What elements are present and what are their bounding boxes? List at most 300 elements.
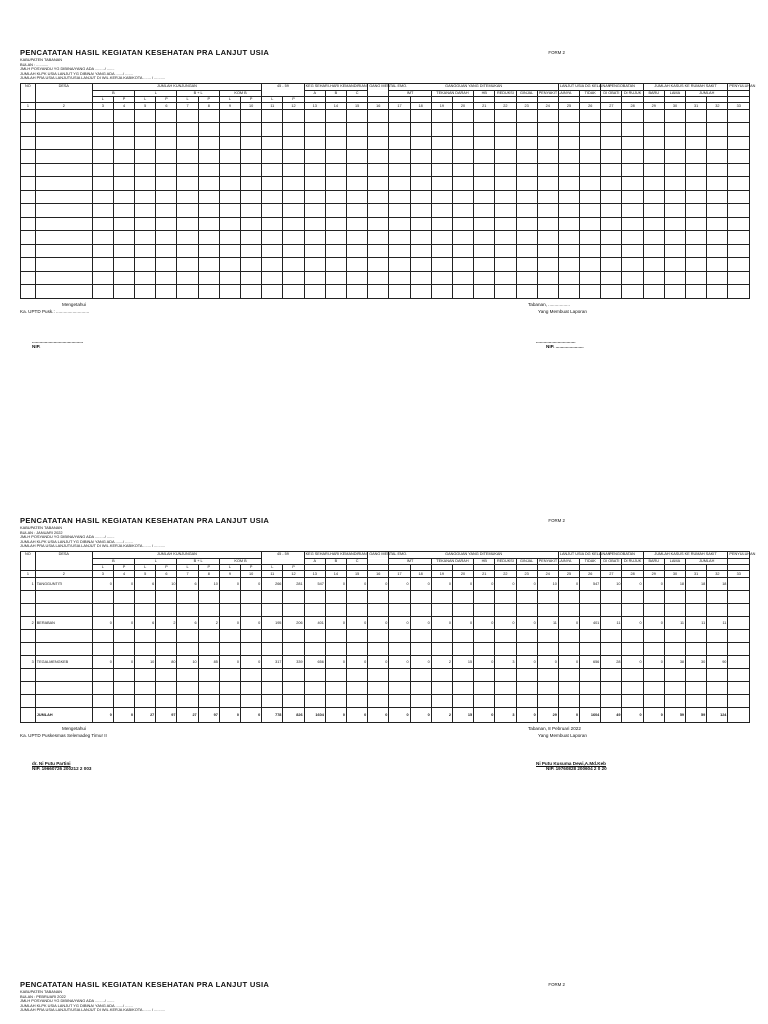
table-cell (135, 244, 156, 258)
table-cell (21, 258, 36, 272)
table-cell (177, 204, 198, 218)
row-value: 0 (622, 707, 643, 722)
column-number: 13 (304, 570, 325, 577)
table-cell (474, 163, 495, 177)
table-cell (516, 190, 537, 204)
table-cell (21, 109, 36, 123)
header-pengobatan: PENGOBATAN (601, 551, 643, 558)
table-cell (643, 177, 664, 191)
table-cell (431, 204, 452, 218)
table-cell (113, 109, 134, 123)
table-cell (474, 694, 495, 707)
table-cell (452, 590, 473, 603)
table-cell (262, 177, 283, 191)
table-cell (431, 629, 452, 642)
table-cell (728, 244, 750, 258)
row-value: 0 (474, 707, 495, 722)
table-cell (347, 136, 368, 150)
table-cell (21, 123, 36, 137)
table-cell (113, 123, 134, 137)
table-cell (474, 258, 495, 272)
table-cell (495, 285, 516, 299)
row-value: 0 (474, 616, 495, 629)
table-cell (664, 681, 685, 694)
table-cell (707, 109, 728, 123)
table-cell (664, 642, 685, 655)
table-row (21, 271, 750, 285)
table-cell (35, 590, 92, 603)
table-cell (431, 150, 452, 164)
column-number: 29 (643, 570, 664, 577)
table-cell (219, 590, 240, 603)
table-cell (113, 590, 134, 603)
table-cell (368, 603, 389, 616)
table-cell (368, 190, 389, 204)
row-value: 10 (537, 577, 558, 590)
table-cell (304, 271, 325, 285)
row-value: 85 (198, 655, 219, 668)
column-number: 11 (262, 570, 283, 577)
header-jumlah-kunjungan: JUMLAH KUNJUNGAN (92, 83, 262, 90)
header-p: P (283, 96, 304, 102)
header-desa: DESA (35, 83, 92, 102)
table-row (21, 163, 750, 177)
table-cell (728, 177, 750, 191)
table-cell (156, 136, 177, 150)
table-cell (558, 258, 579, 272)
row-value (728, 616, 750, 629)
table-cell (707, 258, 728, 272)
header-p: P (198, 564, 219, 570)
table-cell (516, 694, 537, 707)
table-cell (664, 123, 685, 137)
table-cell (622, 681, 643, 694)
header-reduksi: REDUKSI (495, 90, 516, 96)
meta-line: JMLH POSYANDU YG DIBINA/YANG ADA ........./ ....... (20, 534, 115, 540)
table-cell (156, 177, 177, 191)
table-cell (474, 271, 495, 285)
table-cell (643, 244, 664, 258)
table-cell (686, 177, 707, 191)
table-cell (283, 217, 304, 231)
table-cell (686, 629, 707, 642)
table-cell (325, 190, 346, 204)
table-cell (21, 177, 36, 191)
column-number: 16 (368, 570, 389, 577)
table-cell (156, 285, 177, 299)
table-row (21, 204, 750, 218)
table-cell (537, 231, 558, 245)
table-cell (198, 231, 219, 245)
table-cell (177, 217, 198, 231)
row-value: 2 (198, 616, 219, 629)
table-cell (113, 668, 134, 681)
table-cell (643, 694, 664, 707)
row-value: 1604 (304, 707, 325, 722)
table-cell (368, 244, 389, 258)
table-cell (35, 204, 92, 218)
table-cell (410, 136, 431, 150)
table-cell (177, 603, 198, 616)
column-number: 28 (622, 570, 643, 577)
table-cell (21, 163, 36, 177)
row-value: 0 (347, 616, 368, 629)
table-cell (389, 642, 410, 655)
table-cell (389, 590, 410, 603)
header-a: A (304, 90, 325, 96)
table-cell (21, 150, 36, 164)
table-cell (537, 285, 558, 299)
table-cell (156, 642, 177, 655)
table-cell (135, 231, 156, 245)
table-cell (156, 231, 177, 245)
table-cell (558, 217, 579, 231)
table-cell (580, 629, 601, 642)
table-cell (262, 681, 283, 694)
table-cell (410, 177, 431, 191)
table-cell (707, 217, 728, 231)
table-cell (410, 190, 431, 204)
table-cell (601, 258, 622, 272)
form-code: FORM 2 (548, 982, 565, 987)
table-cell (686, 163, 707, 177)
table-cell (452, 244, 473, 258)
row-value: 59 (686, 707, 707, 722)
table-cell (728, 217, 750, 231)
table-cell (410, 603, 431, 616)
table-cell (113, 258, 134, 272)
table-cell (219, 231, 240, 245)
header-l: L (262, 564, 283, 570)
column-number: 12 (283, 570, 304, 577)
table-cell (177, 109, 198, 123)
table-cell (304, 285, 325, 299)
table-cell (198, 204, 219, 218)
table-cell (262, 217, 283, 231)
table-cell (135, 109, 156, 123)
header-b-l: B + L (177, 90, 219, 96)
table-cell (368, 681, 389, 694)
table-cell (21, 629, 36, 642)
header-imt: IMT (389, 558, 431, 564)
row-value: 10 (156, 577, 177, 590)
column-number: 28 (622, 102, 643, 109)
table-row (21, 258, 750, 272)
row-value: 6 (177, 616, 198, 629)
table-cell (410, 694, 431, 707)
row-desa: TEGALMENGKEB (35, 655, 92, 668)
table-cell (304, 109, 325, 123)
table-cell (516, 668, 537, 681)
name-right: Ni Putu Kusuma Dewi,A.Md.Keb (536, 760, 606, 766)
row-value: 0 (389, 577, 410, 590)
column-number: 14 (325, 570, 346, 577)
table-cell (664, 629, 685, 642)
table-cell (113, 177, 134, 191)
table-cell (686, 136, 707, 150)
table-cell (21, 285, 36, 299)
table-cell (135, 123, 156, 137)
table-cell (558, 642, 579, 655)
table-cell (495, 271, 516, 285)
signature-block (20, 723, 750, 803)
table-cell (537, 271, 558, 285)
table-cell (664, 150, 685, 164)
table-cell (580, 681, 601, 694)
table-cell (728, 603, 750, 616)
table-cell (431, 285, 452, 299)
table-cell (113, 603, 134, 616)
table-row (21, 655, 750, 668)
table-cell (452, 217, 473, 231)
table-cell (347, 109, 368, 123)
header-obat: DI OBATI (601, 90, 622, 96)
table-cell (537, 163, 558, 177)
row-value: 38 (664, 655, 685, 668)
table-cell (35, 150, 92, 164)
row-value: 6 (135, 616, 156, 629)
table-cell (537, 217, 558, 231)
header-jml: JUMLAH (686, 558, 728, 564)
row-value: 29 (537, 707, 558, 722)
table-cell (410, 285, 431, 299)
table-cell (156, 123, 177, 137)
header-kom-b: KOM B (219, 90, 261, 96)
column-number: 1 (21, 102, 36, 109)
table-cell (198, 642, 219, 655)
table-cell (241, 217, 262, 231)
header-gangguan: GANGGUAN YANG DITEMUKAN (389, 83, 559, 90)
table-cell (728, 285, 750, 299)
table-cell (219, 190, 240, 204)
table-cell (601, 150, 622, 164)
table-cell (664, 217, 685, 231)
table-cell (558, 177, 579, 191)
row-value: 11 (686, 616, 707, 629)
row-value: 0 (558, 616, 579, 629)
table-cell (728, 204, 750, 218)
table-cell (431, 271, 452, 285)
table-row (21, 577, 750, 590)
row-value: 0 (474, 655, 495, 668)
header-kasus: JUMLAH KASUS KE RUMAH SAKIT (643, 551, 728, 558)
table-cell (664, 244, 685, 258)
table-cell (241, 190, 262, 204)
table-cell (622, 217, 643, 231)
row-value: 0 (92, 655, 113, 668)
row-value: 11 (664, 616, 685, 629)
table-cell (622, 163, 643, 177)
column-number: 18 (410, 102, 431, 109)
table-cell (219, 668, 240, 681)
table-cell (283, 258, 304, 272)
header-p: P (241, 564, 262, 570)
row-value: 0 (325, 655, 346, 668)
table-cell (707, 603, 728, 616)
row-value: 0 (558, 577, 579, 590)
form-february (20, 980, 750, 1013)
column-number: 31 (686, 102, 707, 109)
table-cell (580, 109, 601, 123)
table-cell (474, 590, 495, 603)
row-value: 0 (643, 707, 664, 722)
table-cell (325, 668, 346, 681)
table-cell (219, 163, 240, 177)
table-cell (368, 150, 389, 164)
table-cell (707, 271, 728, 285)
table-cell (728, 231, 750, 245)
table-cell (622, 109, 643, 123)
row-value: 656 (580, 655, 601, 668)
table-cell (35, 109, 92, 123)
row-value: 547 (580, 577, 601, 590)
table-cell (410, 217, 431, 231)
column-number: 26 (580, 570, 601, 577)
table-cell (325, 109, 346, 123)
table-cell (283, 681, 304, 694)
table-cell (347, 694, 368, 707)
nip-left: NIP. 19660726 200212 2 003 (32, 765, 92, 771)
table-cell (728, 150, 750, 164)
table-cell (537, 668, 558, 681)
table-cell (35, 163, 92, 177)
table-cell (347, 668, 368, 681)
table-cell (325, 603, 346, 616)
table-cell (283, 271, 304, 285)
table-cell (643, 271, 664, 285)
row-value: 0 (368, 577, 389, 590)
table-cell (368, 629, 389, 642)
row-value: 0 (410, 577, 431, 590)
table-cell (325, 590, 346, 603)
table-cell (495, 217, 516, 231)
table-cell (686, 150, 707, 164)
header-hb: HB (474, 90, 495, 96)
table-cell (686, 231, 707, 245)
table-cell (495, 642, 516, 655)
column-number: 22 (495, 570, 516, 577)
table-cell (35, 681, 92, 694)
maker-label: Yang Membuat Laporan (538, 732, 587, 738)
table-cell (495, 177, 516, 191)
table-cell (601, 123, 622, 137)
column-number: 3 (92, 102, 113, 109)
table-cell (686, 603, 707, 616)
table-cell (558, 271, 579, 285)
column-number: 13 (304, 102, 325, 109)
form-code: FORM 2 (548, 518, 565, 523)
row-value: 2 (156, 616, 177, 629)
table-cell (431, 217, 452, 231)
form-title: PENCATATAN HASIL KEGIATAN KESEHATAN PRA LANJUT USIA (20, 48, 270, 57)
column-number: 10 (241, 570, 262, 577)
table-cell (198, 150, 219, 164)
table-cell (643, 629, 664, 642)
header-penyuluhan: PENYULUHAN (728, 83, 750, 90)
header-l: L (135, 96, 156, 102)
table-cell (622, 271, 643, 285)
table-cell (537, 150, 558, 164)
table-cell (21, 136, 36, 150)
table-cell (113, 136, 134, 150)
header-kesehatan: KEG SEHARI-HARI KEMANDIRIAN (304, 83, 368, 90)
table-cell (21, 204, 36, 218)
table-cell (516, 204, 537, 218)
table-cell (686, 590, 707, 603)
table-cell (474, 603, 495, 616)
table-cell (156, 258, 177, 272)
table-cell (580, 244, 601, 258)
table-cell (474, 285, 495, 299)
header-jml: JUMLAH (686, 90, 728, 96)
table-cell (474, 190, 495, 204)
table-cell (113, 285, 134, 299)
table-cell (410, 163, 431, 177)
table-cell (516, 123, 537, 137)
form-meta (20, 526, 750, 549)
header-p: P (283, 564, 304, 570)
table-cell (219, 681, 240, 694)
table-cell (347, 258, 368, 272)
table-cell (431, 244, 452, 258)
table-cell (283, 204, 304, 218)
table-cell (262, 694, 283, 707)
table-cell (495, 681, 516, 694)
table-cell (707, 123, 728, 137)
table-cell (580, 603, 601, 616)
place-date: Tabanan, ................. (528, 301, 570, 307)
table-cell (304, 603, 325, 616)
row-value: 0 (410, 707, 431, 722)
table-cell (304, 258, 325, 272)
header-baru: BARU (643, 558, 664, 564)
table-cell (135, 217, 156, 231)
column-number: 6 (156, 102, 177, 109)
table-cell (580, 217, 601, 231)
table-cell (304, 190, 325, 204)
table-cell (135, 136, 156, 150)
row-value: 18 (686, 577, 707, 590)
table-cell (262, 231, 283, 245)
header-tidak: TIDAK (580, 90, 601, 96)
table-cell (707, 177, 728, 191)
table-cell (389, 271, 410, 285)
table-cell (35, 217, 92, 231)
meta-line: KABUPATEN TABANAN (20, 989, 63, 994)
column-number: 18 (410, 570, 431, 577)
row-value: 0 (368, 655, 389, 668)
table-cell (156, 109, 177, 123)
column-number: 2 (35, 102, 92, 109)
head-left: Ka. UPTD Puskesmas Selemadeg Timur II (20, 732, 107, 738)
table-cell (135, 190, 156, 204)
table-cell (601, 668, 622, 681)
row-value: 266 (262, 577, 283, 590)
table-cell (177, 244, 198, 258)
table-cell (686, 204, 707, 218)
header-p: P (241, 96, 262, 102)
table-cell (580, 285, 601, 299)
table-cell (601, 285, 622, 299)
table-cell (707, 136, 728, 150)
header-age: 45 - 59 (262, 551, 304, 564)
column-number: 15 (347, 570, 368, 577)
table-cell (177, 590, 198, 603)
table-cell (219, 694, 240, 707)
table-cell (21, 190, 36, 204)
table-cell (707, 244, 728, 258)
header-penyakit-lain: PENYAKIT LAIN (538, 91, 567, 96)
